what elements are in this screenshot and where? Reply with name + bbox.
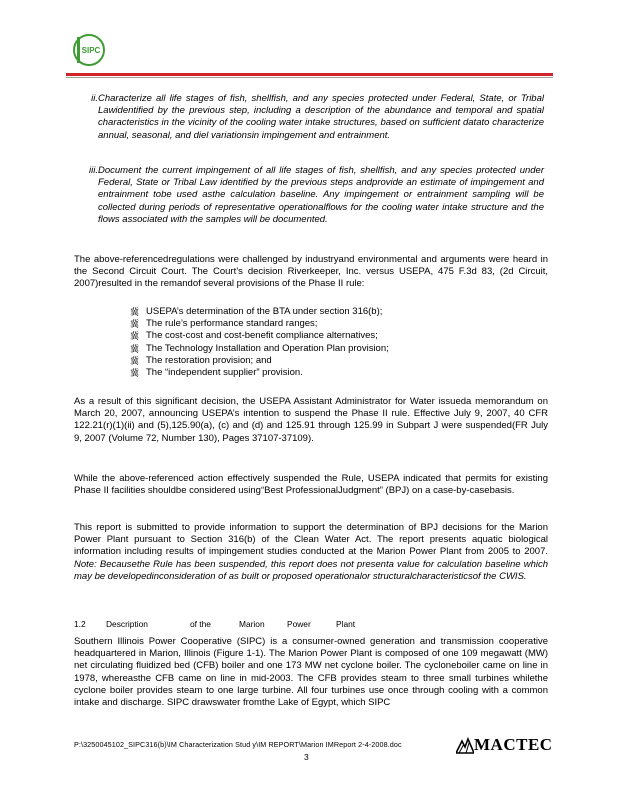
list-item: 冀 The cost-cost and cost-benefit compliance alternatives; xyxy=(130,330,378,342)
list-item-iii xyxy=(76,165,544,226)
mactec-wordmark: MACTEC xyxy=(474,735,553,754)
list-item-number: iii. xyxy=(89,165,98,176)
remanded-provisions-list xyxy=(130,306,490,379)
footer-file-path: P:\3250045102_SIPC316(b)\IM Characterization Stud y\IM REPORT\Marion IMReport 2-4-2008.doc xyxy=(74,740,402,749)
paragraph-court-challenge: The above-referencedregulations were challenged by industryand environmental and arguments were heard in the Second Circuit Court. The Court’s decision Riverkeeper, Inc. versus USEPA, 475 F.3d 83, (2d Circuit, 2007)resulted in the remandof several provisions of the Phase II rule: xyxy=(74,254,548,290)
bullet-icon: 冀 xyxy=(130,307,140,317)
header-rule-gray xyxy=(66,77,553,78)
section-word: of the xyxy=(190,619,211,629)
list-item: 冀 USEPA’s determination of the BTA under section 316(b); xyxy=(130,306,383,317)
list-item-number: ii. xyxy=(91,93,98,104)
bullet-icon: 冀 xyxy=(130,343,140,354)
paragraph-sipc-description: Southern Illinois Power Cooperative (SIPC) is a consumer-owned generation and transmission cooperative headquartered in Marion, Illinois (Figure 1-1). The Marion Power Plant is composed of one 109 megawatt (MW) net circulating fluidized bed (CFB) boiler and one 173 MW net cyclone boiler. The cycloneboiler came on line in 1978, whereasthe CFB came on line in mid-2003. The CFB provides steam to three small turbines whilethe cyclone boiler provides steam to one large turbine. All four turbines use once through cooling with a common intake and discharge. SIPC drawswater fromthe Lake of Egypt, which SIPC xyxy=(74,636,548,709)
list-item: 冀 The “independent supplier” provision. xyxy=(130,367,303,379)
page-number: 3 xyxy=(304,752,309,762)
logo-text: SIPC xyxy=(81,46,101,55)
list-item: 冀 The restoration provision; and xyxy=(130,354,272,366)
section-word: Marion xyxy=(239,619,265,629)
list-item-text: Document the current impingement of all life stages of fish, shellfish, and any species protected under Federal, State or Tribal Law identified by the previous steps andprovide an estimate of impingement and entrainment tobe used asthe calculation baseline. Any impingement or entrainment sampling will be collected during periods of representative operationalflows for the cooling water intake structure and the flows associated with the samples will be documented. xyxy=(98,165,544,225)
mactec-mark-icon xyxy=(456,737,474,755)
section-heading xyxy=(74,619,548,631)
bullet-icon: 冀 xyxy=(130,355,140,366)
report-note: Note: Becausethe Rule has been suspended, this report does not presenta value for calculation baseline which may be developedinconsideration of as built or proposed operationalor structuralcharacteristicsof the CWIS. xyxy=(74,558,548,582)
bullet-icon: 冀 xyxy=(130,319,140,330)
bullet-icon: 冀 xyxy=(130,368,140,379)
section-word: Power xyxy=(287,619,311,629)
section-word: Plant xyxy=(336,619,356,629)
paragraph-report-purpose xyxy=(74,522,548,583)
section-number: 1.2 xyxy=(74,619,86,629)
list-item: 冀 The rule’s performance standard ranges; xyxy=(130,318,318,330)
sipc-logo xyxy=(72,33,106,67)
report-purpose-text: This report is submitted to provide information to support the determination of BPJ decisions for the Marion Power Plant pursuant to Section 316(b) of the Clean Water Act. The report presents aquatic biological information including results of impingement studies conducted at the Marion Power Plant from 2005 to 2007. xyxy=(74,522,548,558)
mactec-logo xyxy=(456,736,556,754)
paragraph-bpj: While the above-referenced action effectively suspended the Rule, USEPA indicated that permits for existing Phase II facilities shouldbe considered using“Best ProfessionalJudgment” (BPJ) on a case-by-casebasis. xyxy=(74,473,548,497)
paragraph-suspension: As a result of this significant decision, the USEPA Assistant Administrator for Water issueda memorandum on March 20, 2007, announcing USEPA’s intention to suspend the Phase II rule. Effective July 9, 2007, 40 CFR 122.21(r)(1)(ii) and (5),125.90(a), (c) and (d) and 125.91 through 125.99 in Subpart J were suspended(FR July 9, 2007 (Volume 72, Number 130), Pages 37107-37109). xyxy=(74,396,548,444)
bullet-icon: 冀 xyxy=(130,331,140,342)
section-word: Description xyxy=(106,619,148,629)
header-rule-red xyxy=(66,73,553,76)
list-item-ii xyxy=(76,93,544,142)
list-item-text: Characterize all life stages of fish, shellfish, and any species protected under Federal, State, or Tribal Lawidentified by the previous step, including a description of the abundance and temporal and spatial characteristics in the vicinity of the cooling water intake structures, based on sufficient datato characterize annual, seasonal, and diel variationsin impingement and entrainment. xyxy=(98,93,544,141)
list-item: 冀 The Technology Installation and Operation Plan provision; xyxy=(130,342,389,354)
